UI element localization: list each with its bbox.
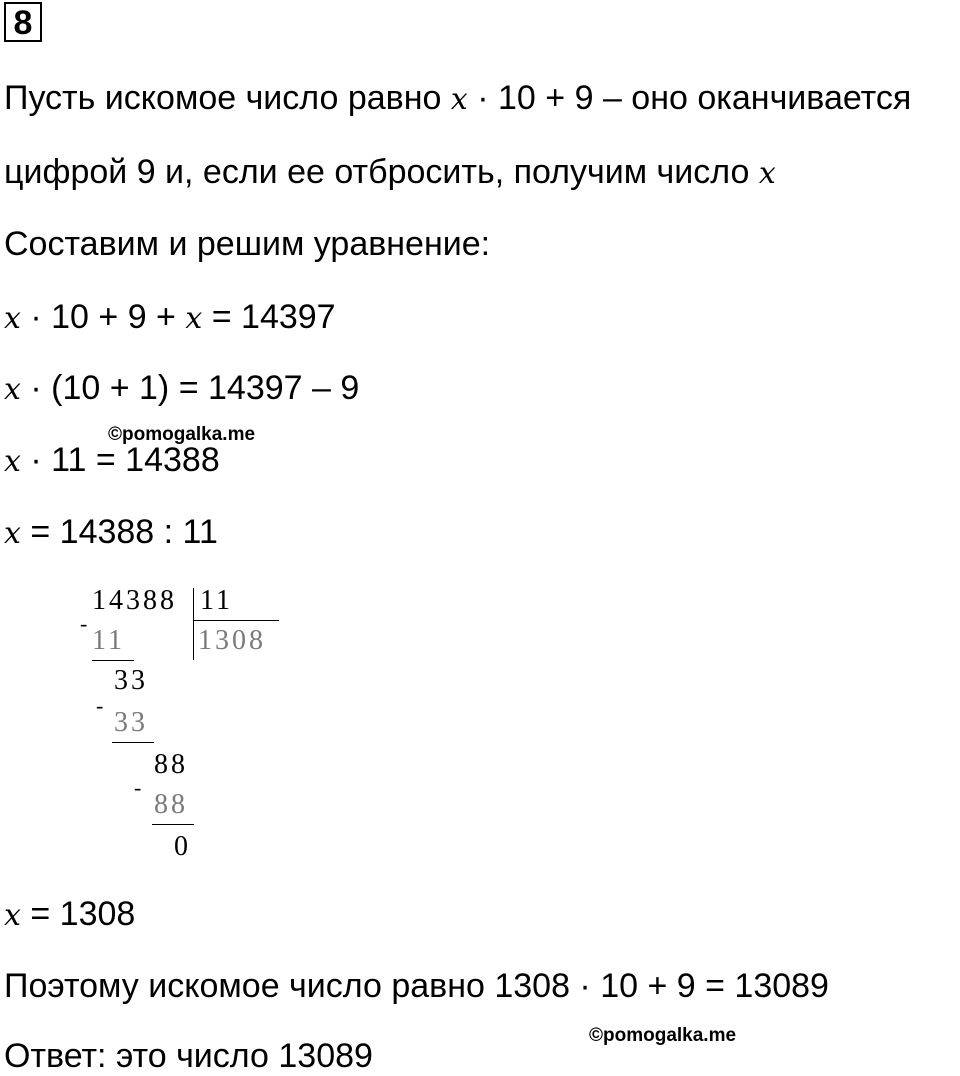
- watermark: ©pomogalka.me: [108, 424, 256, 445]
- intro-text-1: Пусть искомое число равно: [4, 79, 451, 117]
- variable-x: x: [4, 372, 21, 407]
- subtract-line-2: [112, 742, 154, 743]
- subtrahend-2: 33: [114, 707, 148, 738]
- equation-1: [4, 297, 336, 339]
- subtrahend-1: 11: [92, 625, 125, 656]
- result-line: [4, 894, 135, 936]
- variable-x: x: [450, 82, 468, 117]
- variable-x: x: [4, 898, 21, 933]
- equation-2: [4, 368, 359, 410]
- conclusion-line: Поэтому искомое число равно 1308 · 10 + 9 = 13089: [4, 967, 829, 1005]
- equation-1-part-b: = 14397: [202, 298, 336, 336]
- divisor: 11: [200, 585, 233, 616]
- answer-line: Ответ: это число 13089: [4, 1037, 373, 1075]
- equation-3-rest: · 11 = 14388: [20, 441, 220, 479]
- equation-4-rest: = 14388 : 11: [20, 513, 218, 551]
- equation-4: [4, 512, 218, 554]
- equation-1-part-a: · 10 + 9 +: [20, 298, 186, 336]
- variable-x: x: [4, 516, 21, 551]
- variable-x: x: [185, 301, 203, 336]
- intro-line-1: [4, 78, 911, 120]
- result-value: = 1308: [20, 895, 136, 933]
- subtract-line-1: [92, 660, 134, 661]
- task-number: 8: [4, 2, 42, 42]
- intro-text-2: цифрой 9 и, если ее отбросить, получим число: [4, 153, 759, 191]
- intro-line-2: [4, 152, 776, 194]
- equation-intro: Составим и решим уравнение:: [4, 225, 491, 263]
- minus-sign-3: -: [134, 775, 142, 800]
- dividend: 14388: [92, 585, 177, 616]
- division-divisor-line: [193, 620, 279, 621]
- division-vertical-line: [193, 588, 194, 660]
- variable-x: x: [4, 301, 21, 336]
- watermark: ©pomogalka.me: [589, 1025, 737, 1046]
- final-remainder: 0: [174, 831, 191, 862]
- subtract-line-3: [152, 824, 194, 825]
- variable-x: x: [758, 156, 776, 191]
- minus-sign-2: -: [96, 693, 104, 718]
- minus-sign-1: -: [80, 611, 88, 636]
- quotient: 1308: [198, 625, 266, 656]
- remainder-2: 88: [154, 749, 188, 780]
- equation-3: [4, 440, 220, 482]
- subtrahend-3: 88: [154, 789, 188, 820]
- equation-2-rest: · (10 + 1) = 14397 – 9: [20, 369, 360, 407]
- intro-text-1-end: · 10 + 9 – оно оканчивается: [467, 79, 912, 117]
- variable-x: x: [4, 444, 21, 479]
- remainder-1: 33: [114, 665, 148, 696]
